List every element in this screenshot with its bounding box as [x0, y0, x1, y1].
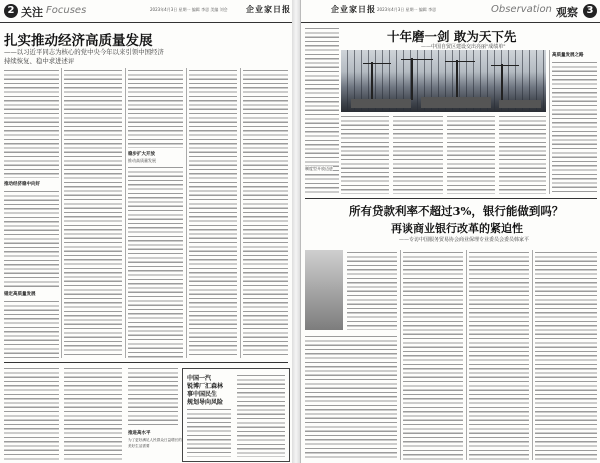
left-page-number: 2: [4, 4, 18, 18]
left-inset-subheading: 为了更好满足人民群众日益增长的: [128, 438, 182, 442]
left-col-3-lower: [128, 165, 183, 358]
right-main-col-2: [403, 250, 463, 460]
box-title-line: 中国一汽: [187, 375, 212, 382]
right-col-4: [447, 114, 495, 194]
left-inset-subheading: 美好生活需要: [128, 444, 150, 448]
left-lower-col-3: [128, 366, 178, 426]
right-col-rule: [532, 250, 533, 460]
right-col-rule: [400, 250, 401, 460]
left-page: [0, 0, 293, 463]
right-header-info: 2023年4月3日 星期一 编辑 李思: [377, 7, 437, 12]
left-lead-subtitle-1: ——以习近平同志为核心的党中央今年以来引领中国经济: [4, 48, 164, 56]
right-section-title-en: Observation: [491, 4, 552, 15]
box-title-line: 事中国民生: [187, 391, 218, 398]
left-col-3-top: [128, 68, 183, 148]
left-header-info: 2023年4月3日 星期一 编辑 李思 美编 刘会: [150, 7, 228, 12]
right-inset-caption: 制度型开放迈进: [305, 166, 333, 171]
left-lower-col-2: [64, 366, 122, 460]
right-main-col-4: [535, 250, 597, 460]
left-page-header: [0, 0, 292, 23]
left-lower-col-1: [4, 366, 59, 460]
left-col-rule: [61, 68, 62, 358]
interviewee-photo: [305, 250, 343, 330]
left-col-1-top: [4, 68, 59, 178]
right-col-6: [552, 60, 597, 194]
right-main-subtitle: ——专访中国服务贸易协会商业保理专业委员会委员韩家平: [399, 237, 530, 243]
left-col-2: [64, 68, 122, 358]
left-col-4: [189, 68, 237, 358]
box-text-col: [187, 407, 231, 457]
right-col-3: [393, 114, 443, 194]
right-section-title-cn: 观察: [556, 6, 578, 19]
box-text-col: [237, 373, 285, 457]
left-section-title-en: Focuses: [46, 5, 87, 16]
right-top-subtitle: ——中国自贸区建设交出亮丽"成绩单": [421, 44, 506, 50]
right-story-divider: [305, 198, 597, 199]
right-col-rule: [466, 250, 467, 460]
right-masthead: 企业家日报: [331, 4, 376, 14]
right-main-col-3: [469, 250, 529, 460]
right-main-col-1-lower: [305, 334, 397, 460]
left-col-rule: [240, 68, 241, 358]
right-inset-heading: 高质量发展之路: [552, 53, 584, 58]
left-col-5: [243, 68, 288, 358]
left-inset-subheading: 推动高质量发展: [128, 158, 156, 163]
port-photo: [341, 50, 546, 112]
left-section-title-cn: 关注: [21, 6, 43, 19]
right-main-headline-1: 所有贷款利率不超过3%，银行能做到吗？: [349, 204, 564, 218]
box-title-line: 规划导向风险: [187, 399, 224, 406]
left-col-rule: [125, 68, 126, 358]
left-col-1-mid: [4, 189, 59, 287]
right-col-2: [341, 114, 389, 194]
right-page: [300, 0, 600, 463]
left-col-1-lower: [4, 299, 59, 359]
left-inset-heading: 锚定高质量发展: [4, 292, 36, 297]
left-inset-heading: 推进高水平: [128, 431, 151, 436]
left-inset-heading: 推动经济稳中向好: [4, 182, 40, 187]
left-lead-subtitle-2: 持续恢复、稳中求进述评: [4, 57, 75, 65]
center-gutter: [292, 0, 300, 463]
right-page-number: 3: [583, 4, 597, 18]
left-lead-headline: 扎实推动经济高质量发展: [4, 33, 153, 49]
right-main-headline-2: 再谈商业银行改革的紧迫性: [391, 222, 523, 235]
right-top-headline: 十年磨一剑 敢为天下先: [387, 29, 517, 44]
right-col-5: [499, 114, 546, 194]
left-masthead: 企业家日报: [246, 4, 291, 14]
box-title-line: 锐博厂汇森林: [187, 383, 224, 390]
left-col-rule: [186, 68, 187, 358]
right-main-col-1-top: [347, 250, 397, 330]
left-lower-divider: [4, 362, 288, 363]
left-inset-heading: 稳步扩大开放: [128, 152, 155, 157]
right-col-rule: [549, 50, 550, 194]
left-feature-box: [182, 368, 290, 462]
right-page-header: [301, 0, 600, 23]
